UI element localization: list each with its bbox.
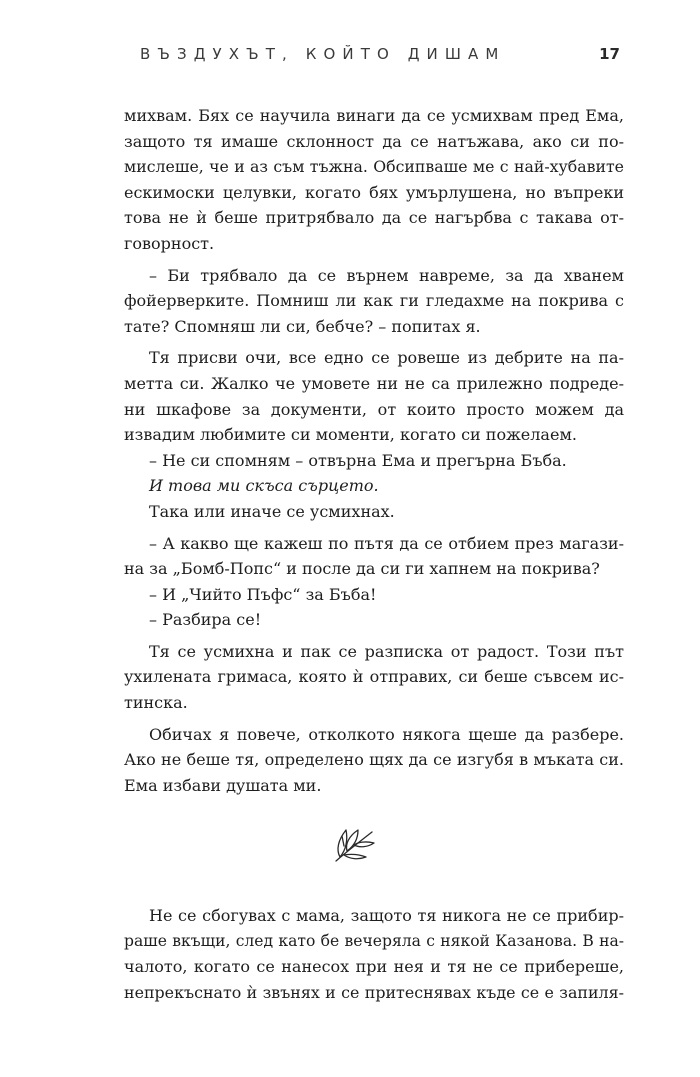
text-line: – Не си спомням – отвърна Ема и прегърна Бъба. xyxy=(149,450,567,470)
text-line: фойерверките. Помниш ли как ги гледахме на покрива с xyxy=(124,291,624,311)
text-line: ухилената гримаса, която ѝ отправих, си беше съвсем ис- xyxy=(124,667,624,687)
text-line: извадим любимите си моменти, когато си пожелаем. xyxy=(124,425,577,445)
page-number: 17 xyxy=(599,45,620,63)
paragraph xyxy=(124,531,624,582)
text-line: говорност. xyxy=(124,233,215,253)
text-line: михвам. Бях се научила винаги да се усмихвам пред Ема, xyxy=(124,106,624,125)
paragraph xyxy=(124,473,624,499)
paragraph xyxy=(124,903,624,1005)
paragraph xyxy=(124,499,624,525)
text-line: непрекъснато ѝ звънях и се притеснявах къде се е запиля- xyxy=(124,982,624,1002)
text-line: ни шкафове за документи, от които просто можем да xyxy=(124,399,624,419)
paragraph xyxy=(124,582,624,608)
text-line: Ако не беше тя, определено щях да се изгубя в мъката си. xyxy=(124,750,624,770)
paragraph xyxy=(124,263,624,340)
text-line: метта си. Жалко че умовете ни не са прилежно подреде- xyxy=(124,373,624,393)
text-line: – А какво ще кажеш по пътя да се отбием през магази- xyxy=(149,533,624,553)
text-line: Тя се усмихна и пак се разписка от радост. Този път xyxy=(149,641,624,661)
text-line: мислеше, че и аз съм тъжна. Обсипваше ме с най-хубавите xyxy=(124,157,624,177)
text-line: защото тя имаше склонност да се натъжава, ако си по- xyxy=(124,131,624,151)
text-line: Не се сбогувах с мама, защото тя никога не се прибир- xyxy=(149,906,624,925)
text-line: това не ѝ беше притрябвало да се нагърбва с такава от- xyxy=(124,208,624,228)
text-line: на за „Бомб-Попс“ и после да си ги хапнем на покрива? xyxy=(124,559,600,579)
text-line: – Би трябвало да се върнем навреме, за да хванем xyxy=(149,265,624,285)
body-text-continued xyxy=(124,903,624,1005)
text-line: – И „Чийто Пъфс“ за Бъба! xyxy=(149,584,377,604)
paragraph xyxy=(124,103,624,257)
text-line: Ема избави душата ми. xyxy=(124,775,322,795)
text-line: И това ми скъса сърцето. xyxy=(149,476,379,496)
text-line: Тя присви очи, все едно се ровеше из дебрите на па- xyxy=(149,348,624,368)
paragraph xyxy=(124,607,624,633)
text-line: чалото, когато се нанесох при нея и тя не се прибереше, xyxy=(124,957,624,977)
text-line: тинска. xyxy=(124,693,188,713)
paragraph xyxy=(124,722,624,799)
running-title: ВЪЗДУХЪТ, КОЙТО ДИШАМ xyxy=(140,45,506,63)
leaf-sprig-icon xyxy=(330,824,378,864)
paragraph xyxy=(124,639,624,716)
text-line: – Разбира се! xyxy=(149,610,262,630)
text-line: тате? Спомняш ли си, бебче? – попитах я. xyxy=(124,316,481,336)
running-head xyxy=(140,45,620,71)
text-line: Така или иначе се усмихнах. xyxy=(149,501,395,521)
body-text xyxy=(124,103,624,798)
text-line: ескимоски целувки, когато бях умърлушена, но въпреки xyxy=(124,182,624,202)
text-line: Обичах я повече, отколкото някога щеше да разбере. xyxy=(149,724,624,744)
paragraph xyxy=(124,448,624,474)
text-line: раше вкъщи, след като бе вечеряла с някой Казанова. В на- xyxy=(124,931,624,950)
paragraph xyxy=(124,345,624,447)
